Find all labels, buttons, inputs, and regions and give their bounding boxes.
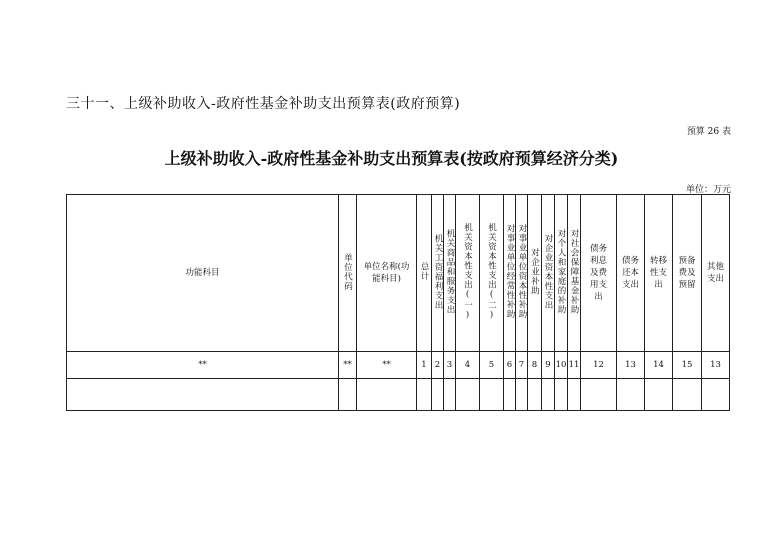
column-header-label: 对事业单位经常性补助 bbox=[505, 224, 515, 319]
column-code: ** bbox=[357, 352, 417, 379]
table-cell bbox=[568, 379, 581, 411]
column-header-label: 机关资本性支出(一) bbox=[462, 222, 473, 321]
column-header bbox=[456, 195, 480, 352]
column-header bbox=[542, 195, 555, 352]
column-code: 13 bbox=[702, 352, 730, 379]
table-cell bbox=[702, 379, 730, 411]
table-cell bbox=[480, 379, 504, 411]
column-code: 6 bbox=[504, 352, 516, 379]
column-header bbox=[645, 195, 673, 352]
column-code: 8 bbox=[528, 352, 542, 379]
column-code: 1 bbox=[417, 352, 432, 379]
table-cell bbox=[339, 379, 357, 411]
column-header bbox=[555, 195, 568, 352]
column-header bbox=[702, 195, 730, 352]
column-header-label: 对社会保障基金补助 bbox=[569, 228, 579, 315]
column-code: 7 bbox=[516, 352, 528, 379]
section-title: 三十一、上级补助收入-政府性基金补助支出预算表(政府预算) bbox=[66, 96, 461, 112]
column-header bbox=[673, 195, 702, 352]
table-number: 预算 26 表 bbox=[686, 127, 731, 137]
header-row bbox=[67, 195, 730, 352]
column-header-label: 单位代码 bbox=[342, 252, 353, 291]
table-cell bbox=[542, 379, 555, 411]
column-header-label: 单位名称(功能科目) bbox=[363, 262, 410, 284]
table-cell bbox=[581, 379, 617, 411]
column-header bbox=[357, 195, 417, 352]
table-row bbox=[67, 379, 730, 411]
column-header-label: 机关商品和服务支出 bbox=[445, 228, 455, 315]
column-header-label: 对企业资本性支出 bbox=[543, 233, 553, 310]
column-code: 15 bbox=[673, 352, 702, 379]
table-cell bbox=[417, 379, 432, 411]
column-header bbox=[444, 195, 456, 352]
column-header bbox=[67, 195, 339, 352]
table-cell bbox=[456, 379, 480, 411]
column-header bbox=[568, 195, 581, 352]
column-code: ** bbox=[339, 352, 357, 379]
table-cell bbox=[555, 379, 568, 411]
column-code: 3 bbox=[444, 352, 456, 379]
table-cell bbox=[516, 379, 528, 411]
table-cell bbox=[528, 379, 542, 411]
column-header-label: 机关工资福利支出 bbox=[433, 233, 443, 310]
column-code: 14 bbox=[645, 352, 673, 379]
column-header-label: 其他支出 bbox=[706, 262, 724, 284]
column-header-label: 对企业补助 bbox=[529, 247, 540, 296]
table-title: 上级补助收入-政府性基金补助支出预算表(按政府预算经济分类) bbox=[164, 149, 619, 168]
column-header bbox=[339, 195, 357, 352]
column-header-label: 转移性支出 bbox=[649, 256, 667, 290]
column-header bbox=[504, 195, 516, 352]
column-code-row bbox=[67, 352, 730, 379]
column-header bbox=[617, 195, 645, 352]
table-cell bbox=[67, 379, 339, 411]
column-code: 13 bbox=[617, 352, 645, 379]
column-header bbox=[480, 195, 504, 352]
table-cell bbox=[617, 379, 645, 411]
table-cell bbox=[504, 379, 516, 411]
column-header-label: 对个人和家庭的补助 bbox=[556, 228, 566, 315]
column-header-label: 机关资本性支出(二) bbox=[486, 222, 497, 321]
table-cell bbox=[432, 379, 444, 411]
table-cell bbox=[645, 379, 673, 411]
budget-table bbox=[66, 194, 730, 411]
table-cell bbox=[357, 379, 417, 411]
column-code: 10 bbox=[555, 352, 568, 379]
column-header-label: 总计 bbox=[419, 262, 429, 281]
column-header bbox=[516, 195, 528, 352]
column-header bbox=[417, 195, 432, 352]
column-header-label: 债务利息及费用支出 bbox=[589, 244, 607, 302]
table-cell bbox=[673, 379, 702, 411]
column-header-label: 预备费及预留 bbox=[678, 256, 696, 290]
column-code: 11 bbox=[568, 352, 581, 379]
column-header-label: 债务还本支出 bbox=[621, 256, 639, 290]
column-code: ** bbox=[67, 352, 339, 379]
column-header bbox=[528, 195, 542, 352]
table-cell bbox=[444, 379, 456, 411]
column-code: 12 bbox=[581, 352, 617, 379]
column-header-label: 功能科目 bbox=[185, 268, 220, 278]
unit-label: 单位：万元 bbox=[685, 185, 731, 195]
column-code: 5 bbox=[480, 352, 504, 379]
column-code: 2 bbox=[432, 352, 444, 379]
column-code: 9 bbox=[542, 352, 555, 379]
column-header bbox=[432, 195, 444, 352]
column-code: 4 bbox=[456, 352, 480, 379]
column-header-label: 对事业单位资本性补助 bbox=[517, 224, 527, 319]
column-header bbox=[581, 195, 617, 352]
